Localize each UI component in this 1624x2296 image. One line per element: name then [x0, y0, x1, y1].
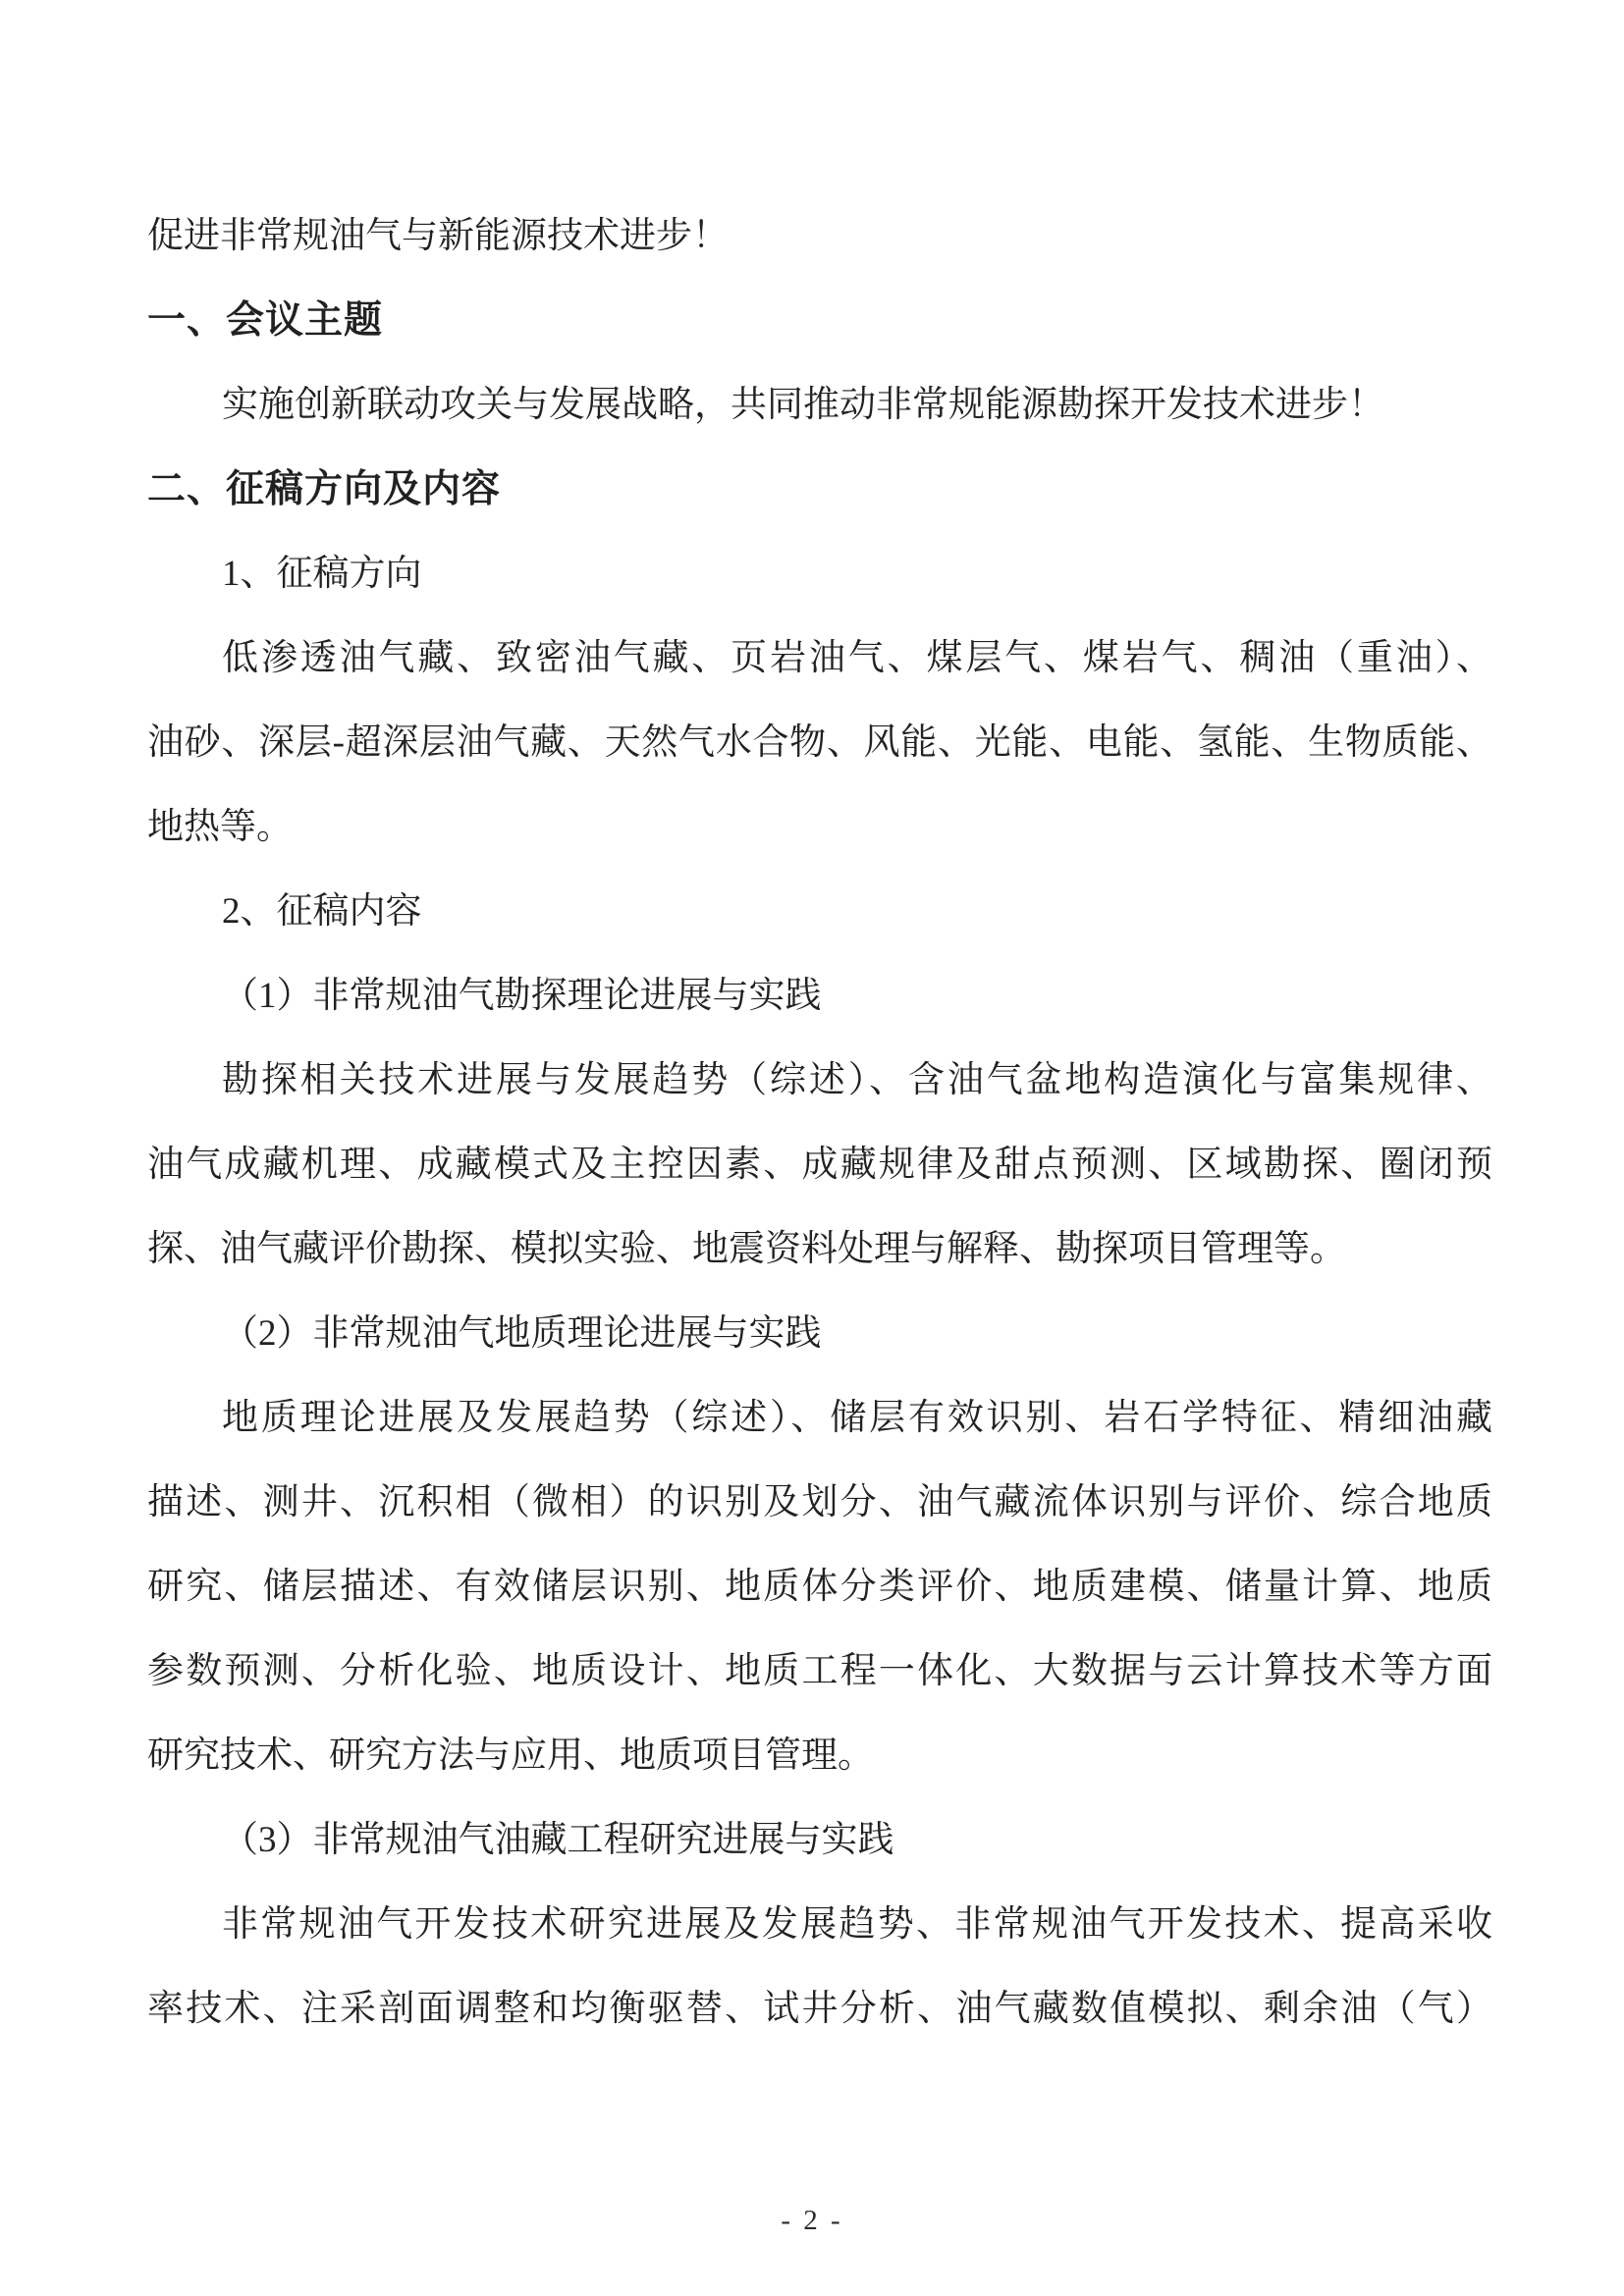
text-line: 地热等。: [147, 807, 293, 847]
text-line: 描述、测井、沉积相（微相）的识别及划分、油气藏流体识别与评价、综合地质: [147, 1482, 1492, 1522]
text-line: 非常规油气开发技术研究进展及发展趋势、非常规油气开发技术、提高采收: [222, 1904, 1492, 1945]
page-number: - 2 -: [781, 2205, 843, 2236]
text-line: 研究技术、研究方法与应用、地质项目管理。: [147, 1735, 874, 1776]
text-line: 促进非常规油气与新能源技术进步！: [147, 216, 729, 256]
document-body: [147, 194, 1492, 2052]
text-line: 2、征稿内容: [222, 891, 422, 932]
text-line: （3）非常规油气油藏工程研究进展与实践: [222, 1820, 894, 1860]
text-line: （1）非常规油气勘探理论进展与实践: [222, 976, 822, 1016]
text-line: 油砂、深层-超深层油气藏、天然气水合物、风能、光能、电能、氢能、生物质能、: [147, 722, 1492, 763]
text-line: 率技术、注采剖面调整和均衡驱替、试井分析、油气藏数值模拟、剩余油（气）: [147, 1989, 1492, 2029]
text-line: （2）非常规油气地质理论进展与实践: [222, 1313, 822, 1354]
text-line: 研究、储层描述、有效储层识别、地质体分类评价、地质建模、储量计算、地质: [147, 1567, 1492, 1607]
text-line: 低渗透油气藏、致密油气藏、页岩油气、煤层气、煤岩气、稠油（重油）、: [222, 638, 1492, 678]
section-heading: 二、征稿方向及内容: [147, 468, 502, 510]
text-line: 探、油气藏评价勘探、模拟实验、地震资料处理与解释、勘探项目管理等。: [147, 1229, 1346, 1269]
text-line: 勘探相关技术进展与发展趋势（综述）、含油气盆地构造演化与富集规律、: [222, 1060, 1492, 1100]
text-line: 1、征稿方向: [222, 554, 422, 594]
text-line: 实施创新联动攻关与发展战略，共同推动非常规能源勘探开发技术进步！: [222, 385, 1384, 425]
text-line: 油气成藏机理、成藏模式及主控因素、成藏规律及甜点预测、区域勘探、圈闭预: [147, 1145, 1492, 1185]
section-heading: 一、会议主题: [147, 299, 384, 342]
text-line: 参数预测、分析化验、地质设计、地质工程一体化、大数据与云计算技术等方面: [147, 1651, 1492, 1691]
text-line: 地质理论进展及发展趋势（综述）、储层有效识别、岩石学特征、精细油藏: [222, 1398, 1492, 1438]
